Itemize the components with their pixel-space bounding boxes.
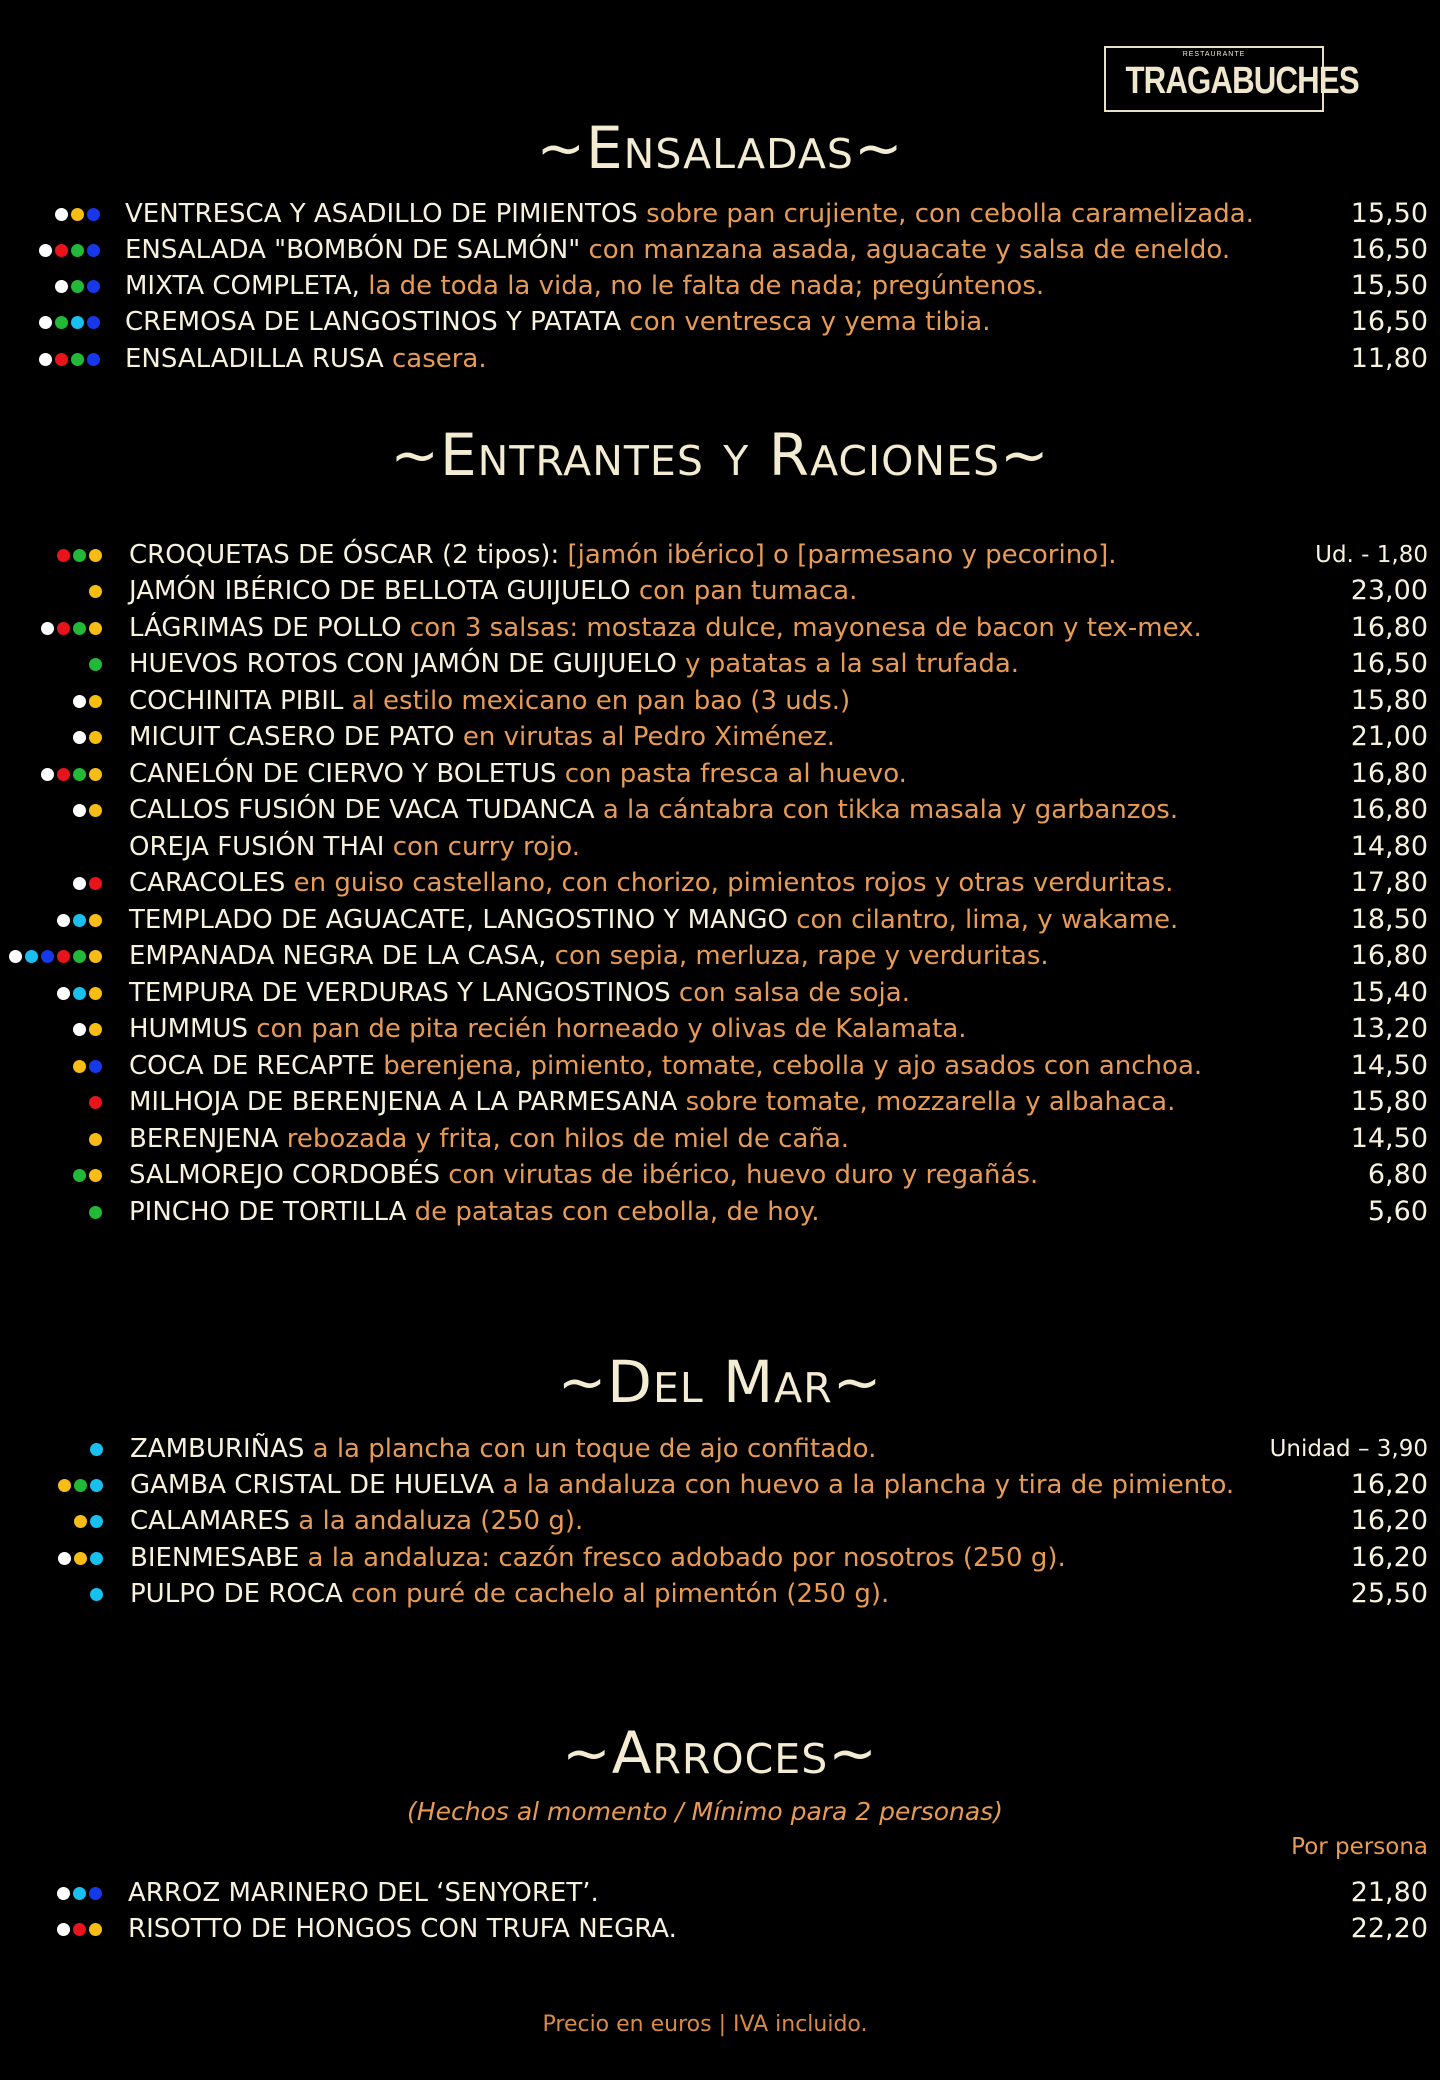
allergen-dot — [90, 1552, 103, 1565]
item-price: 16,20 — [1350, 1542, 1428, 1573]
allergen-dot — [57, 987, 70, 1000]
allergen-dot — [89, 695, 102, 708]
item-price: 11,80 — [1350, 343, 1428, 374]
allergen-dot — [90, 1479, 103, 1492]
allergen-dot — [87, 316, 100, 329]
item-description: con 3 salsas: mostaza dulce, mayonesa de bacon y tex-mex. — [401, 613, 1202, 643]
item-text — [128, 1875, 599, 1911]
allergen-dots — [9, 938, 102, 974]
item-price: 23,00 — [1350, 575, 1428, 606]
item-price: 17,80 — [1350, 867, 1428, 898]
menu-item — [0, 1157, 1440, 1193]
menu-item — [0, 902, 1440, 938]
allergen-dots — [90, 1431, 103, 1467]
menu-item — [0, 829, 1440, 865]
allergen-dot — [73, 950, 86, 963]
item-name: TEMPURA DE VERDURAS Y LANGOSTINOS — [129, 978, 671, 1008]
allergen-dot — [89, 950, 102, 963]
menu-item — [0, 1194, 1440, 1230]
logo-subtitle: RESTAURANTE — [1182, 51, 1246, 58]
menu-item — [0, 938, 1440, 974]
allergen-dot — [55, 208, 68, 221]
item-description: a la andaluza con huevo a la plancha y tira de pimiento. — [494, 1470, 1235, 1500]
allergen-dots — [58, 1467, 103, 1503]
allergen-dot — [90, 1588, 103, 1601]
allergen-dot — [57, 768, 70, 781]
allergen-dots — [89, 646, 102, 682]
item-description: con cilantro, lima, y wakame. — [787, 905, 1179, 935]
menu-item — [0, 341, 1440, 377]
allergen-dot — [73, 804, 86, 817]
item-name: PINCHO DE TORTILLA — [129, 1197, 407, 1227]
allergen-dot — [89, 622, 102, 635]
item-description: y patatas a la sal trufada. — [676, 649, 1020, 679]
item-price: 13,20 — [1350, 1013, 1428, 1044]
allergen-dot — [41, 622, 54, 635]
allergen-dots — [73, 1048, 102, 1084]
allergen-dot — [74, 1515, 87, 1528]
allergen-dot — [58, 1479, 71, 1492]
item-text — [130, 1540, 1066, 1576]
section-title: ~Ensaladas~ — [536, 114, 904, 182]
item-text — [129, 573, 857, 609]
allergen-dot — [39, 244, 52, 257]
allergen-dot — [89, 1169, 102, 1182]
item-name: ENSALADILLA RUSA — [125, 344, 384, 374]
allergen-dot — [55, 316, 68, 329]
menu-item — [0, 1431, 1440, 1467]
item-name: OREJA FUSIÓN THAI — [129, 832, 385, 862]
allergen-dots — [57, 1875, 102, 1911]
item-text — [130, 1467, 1234, 1503]
allergen-dots — [57, 902, 102, 938]
item-name: MILHOJA DE BERENJENA A LA PARMESANA — [129, 1087, 678, 1117]
allergen-dot — [89, 1133, 102, 1146]
item-name: RISOTTO DE HONGOS CON TRUFA NEGRA. — [128, 1914, 677, 1944]
logo-name: TRAGABUCHES — [1125, 60, 1359, 102]
item-price: 22,20 — [1350, 1913, 1428, 1944]
item-text — [129, 829, 580, 865]
allergen-dots — [73, 683, 102, 719]
allergen-dot — [73, 1887, 86, 1900]
item-price: 16,80 — [1350, 940, 1428, 971]
item-name: HUMMUS — [129, 1014, 248, 1044]
item-price: 16,20 — [1350, 1505, 1428, 1536]
allergen-dot — [89, 585, 102, 598]
menu-item — [0, 1911, 1440, 1947]
allergen-dot — [73, 768, 86, 781]
menu-item — [0, 1540, 1440, 1576]
menu-item — [0, 719, 1440, 755]
allergen-dots — [89, 573, 102, 609]
allergen-dot — [89, 1923, 102, 1936]
item-price: 21,80 — [1350, 1877, 1428, 1908]
allergen-dots — [89, 1121, 102, 1157]
allergen-dots — [58, 1540, 103, 1576]
footer-note: Precio en euros | IVA incluido. — [542, 2012, 868, 2037]
item-text — [129, 792, 1178, 828]
item-price: 16,80 — [1350, 794, 1428, 825]
allergen-dots — [74, 1503, 103, 1539]
item-price: 16,50 — [1350, 306, 1428, 337]
item-text — [125, 232, 1230, 268]
allergen-dot — [55, 280, 68, 293]
allergen-dot — [73, 877, 86, 890]
item-description: sobre tomate, mozzarella y albahaca. — [677, 1087, 1176, 1117]
menu-item — [0, 865, 1440, 901]
allergen-dot — [89, 658, 102, 671]
menu-item — [0, 1576, 1440, 1612]
item-name: CREMOSA DE LANGOSTINOS Y PATATA — [125, 307, 622, 337]
allergen-dot — [73, 695, 86, 708]
item-text — [129, 537, 1117, 573]
allergen-dot — [25, 950, 38, 963]
menu-item — [0, 268, 1440, 304]
item-name: ZAMBURIÑAS — [130, 1434, 305, 1464]
item-text — [129, 1084, 1175, 1120]
allergen-dot — [9, 950, 22, 963]
allergen-dot — [73, 1060, 86, 1073]
allergen-dot — [71, 280, 84, 293]
item-description: [jamón ibérico] o [parmesano y pecorino]. — [559, 540, 1117, 570]
item-name: PULPO DE ROCA — [130, 1579, 343, 1609]
allergen-dot — [57, 950, 70, 963]
item-name: CANELÓN DE CIERVO Y BOLETUS — [129, 759, 557, 789]
item-name: HUEVOS ROTOS CON JAMÓN DE GUIJUELO — [129, 649, 677, 679]
menu-item — [0, 1503, 1440, 1539]
allergen-dots — [57, 975, 102, 1011]
allergen-dots — [57, 1911, 102, 1947]
item-price: 16,20 — [1350, 1469, 1428, 1500]
allergen-dot — [73, 731, 86, 744]
item-name: CARACOLES — [129, 868, 286, 898]
allergen-dot — [41, 950, 54, 963]
menu-item — [0, 1121, 1440, 1157]
allergen-dot — [89, 768, 102, 781]
item-name: EMPANADA NEGRA DE LA CASA, — [129, 941, 547, 971]
allergen-dots — [55, 196, 100, 232]
allergen-dot — [74, 1479, 87, 1492]
allergen-dots — [89, 1084, 102, 1120]
item-text — [129, 1157, 1038, 1193]
allergen-dot — [55, 244, 68, 257]
item-description: en guiso castellano, con chorizo, pimientos rojos y otras verduritas. — [285, 868, 1174, 898]
item-price: 15,80 — [1350, 685, 1428, 716]
allergen-dot — [89, 1060, 102, 1073]
item-name: SALMOREJO CORDOBÉS — [129, 1160, 440, 1190]
item-description: con curry rojo. — [384, 832, 580, 862]
restaurant-logo — [1104, 46, 1359, 112]
item-text — [129, 719, 835, 755]
item-description: con sepia, merluza, rape y verduritas. — [546, 941, 1049, 971]
item-price: Unidad – 3,90 — [1269, 1436, 1428, 1462]
allergen-dots — [73, 792, 102, 828]
allergen-dot — [41, 768, 54, 781]
item-price: 15,50 — [1350, 270, 1428, 301]
item-text — [129, 975, 910, 1011]
allergen-dot — [89, 1023, 102, 1036]
allergen-dot — [89, 549, 102, 562]
item-text — [125, 341, 487, 377]
section-title: ~Entrantes y Raciones~ — [390, 421, 1050, 489]
item-price: 6,80 — [1367, 1159, 1428, 1190]
menu-item — [0, 1875, 1440, 1911]
item-price: 18,50 — [1350, 904, 1428, 935]
item-description: con ventresca y yema tibia. — [621, 307, 991, 337]
item-name: BIENMESABE — [130, 1543, 300, 1573]
item-description: con pasta fresca al huevo. — [556, 759, 907, 789]
allergen-dot — [87, 208, 100, 221]
allergen-dot — [90, 1443, 103, 1456]
item-description: sobre pan crujiente, con cebolla caramelizada. — [637, 199, 1254, 229]
item-text — [129, 938, 1049, 974]
allergen-dot — [73, 1169, 86, 1182]
allergen-dot — [89, 1887, 102, 1900]
item-description: con manzana asada, aguacate y salsa de eneldo. — [580, 235, 1231, 265]
item-price: 15,50 — [1350, 198, 1428, 229]
allergen-dot — [57, 914, 70, 927]
item-name: ARROZ MARINERO DEL ‘SENYORET’. — [128, 1878, 599, 1908]
allergen-dot — [57, 549, 70, 562]
item-name: LÁGRIMAS DE POLLO — [129, 613, 402, 643]
item-text — [130, 1431, 876, 1467]
allergen-dots — [41, 610, 102, 646]
item-name: GAMBA CRISTAL DE HUELVA — [130, 1470, 495, 1500]
item-price: Ud. - 1,80 — [1315, 542, 1428, 568]
item-text — [125, 196, 1254, 232]
item-text — [130, 1576, 889, 1612]
section-title: ~Del Mar~ — [557, 1348, 883, 1416]
allergen-dot — [73, 1023, 86, 1036]
item-text — [130, 1503, 583, 1539]
allergen-dot — [87, 244, 100, 257]
allergen-dots — [39, 304, 100, 340]
item-text — [129, 610, 1202, 646]
menu-item — [0, 610, 1440, 646]
item-price: 15,40 — [1350, 977, 1428, 1008]
section-note: (Hechos al momento / Mínimo para 2 personas) — [407, 1797, 1003, 1826]
item-price: 25,50 — [1350, 1578, 1428, 1609]
item-description: en virutas al Pedro Ximénez. — [454, 722, 836, 752]
item-price: 14,50 — [1350, 1050, 1428, 1081]
allergen-dot — [89, 987, 102, 1000]
item-text — [129, 1194, 820, 1230]
item-text — [129, 1121, 849, 1157]
item-description: con virutas de ibérico, huevo duro y regañás. — [439, 1160, 1039, 1190]
allergen-dot — [87, 353, 100, 366]
item-name: COCA DE RECAPTE — [129, 1051, 375, 1081]
menu-item — [0, 1467, 1440, 1503]
item-text — [129, 646, 1019, 682]
allergen-dot — [89, 1206, 102, 1219]
item-name: ENSALADA "BOMBÓN DE SALMÓN" — [125, 235, 581, 265]
item-text — [129, 1048, 1202, 1084]
allergen-dots — [73, 719, 102, 755]
item-text — [129, 756, 907, 792]
allergen-dots — [39, 232, 100, 268]
allergen-dot — [71, 208, 84, 221]
allergen-dots — [90, 1576, 103, 1612]
menu-item — [0, 975, 1440, 1011]
menu-item — [0, 1011, 1440, 1047]
allergen-dot — [87, 280, 100, 293]
item-price: 16,50 — [1350, 234, 1428, 265]
item-description: a la plancha con un toque de ajo confitado. — [304, 1434, 877, 1464]
allergen-dot — [89, 914, 102, 927]
allergen-dots — [57, 537, 102, 573]
item-name: COCHINITA PIBIL — [129, 686, 344, 716]
item-description: casera. — [383, 344, 487, 374]
item-text — [129, 902, 1178, 938]
item-description: con pan tumaca. — [630, 576, 858, 606]
item-price: 16,80 — [1350, 758, 1428, 789]
allergen-dot — [57, 1923, 70, 1936]
item-description: rebozada y frita, con hilos de miel de caña. — [278, 1124, 850, 1154]
item-name: VENTRESCA Y ASADILLO DE PIMIENTOS — [125, 199, 638, 229]
item-price: 5,60 — [1367, 1196, 1428, 1227]
menu-item — [0, 792, 1440, 828]
allergen-dot — [73, 622, 86, 635]
item-name: CALLOS FUSIÓN DE VACA TUDANCA — [129, 795, 595, 825]
menu-item — [0, 196, 1440, 232]
item-text — [125, 268, 1044, 304]
item-name: JAMÓN IBÉRICO DE BELLOTA GUIJUELO — [129, 576, 631, 606]
menu-item — [0, 573, 1440, 609]
allergen-dot — [39, 316, 52, 329]
item-text — [129, 683, 850, 719]
item-text — [129, 865, 1173, 901]
item-price: 15,80 — [1350, 1086, 1428, 1117]
allergen-dot — [57, 622, 70, 635]
allergen-dot — [73, 549, 86, 562]
item-description: la de toda la vida, no le falta de nada; pregúntenos. — [359, 271, 1045, 301]
allergen-dots — [73, 1157, 102, 1193]
allergen-dot — [57, 1887, 70, 1900]
item-name: MIXTA COMPLETA, — [125, 271, 360, 301]
allergen-dot — [71, 244, 84, 257]
item-name: MICUIT CASERO DE PATO — [129, 722, 455, 752]
menu-item — [0, 1048, 1440, 1084]
item-text — [128, 1911, 677, 1947]
item-description: al estilo mexicano en pan bao (3 uds.) — [343, 686, 851, 716]
menu-item — [0, 646, 1440, 682]
item-description: de patatas con cebolla, de hoy. — [406, 1197, 820, 1227]
allergen-dots — [73, 865, 102, 901]
price-column-header: Por persona — [1291, 1834, 1428, 1860]
allergen-dot — [89, 731, 102, 744]
allergen-dot — [74, 1552, 87, 1565]
item-description: con salsa de soja. — [670, 978, 910, 1008]
menu-item — [0, 683, 1440, 719]
item-description: con puré de cachelo al pimentón (250 g). — [342, 1579, 890, 1609]
allergen-dot — [90, 1515, 103, 1528]
allergen-dot — [71, 316, 84, 329]
item-price: 14,80 — [1350, 831, 1428, 862]
allergen-dot — [89, 804, 102, 817]
item-name: CALAMARES — [130, 1506, 291, 1536]
item-text — [129, 1011, 967, 1047]
item-description: a la andaluza: cazón fresco adobado por nosotros (250 g). — [299, 1543, 1066, 1573]
item-name: CROQUETAS DE ÓSCAR (2 tipos): — [129, 540, 560, 570]
allergen-dots — [39, 341, 100, 377]
allergen-dots — [89, 1194, 102, 1230]
item-description: berenjena, pimiento, tomate, cebolla y ajo asados con anchoa. — [374, 1051, 1203, 1081]
allergen-dots — [41, 756, 102, 792]
item-name: BERENJENA — [129, 1124, 279, 1154]
section-title: ~Arroces~ — [562, 1719, 878, 1787]
allergen-dot — [55, 353, 68, 366]
allergen-dot — [89, 877, 102, 890]
item-description: a la cántabra con tikka masala y garbanzos. — [594, 795, 1179, 825]
menu-item — [0, 304, 1440, 340]
allergen-dots — [55, 268, 100, 304]
allergen-dot — [73, 1923, 86, 1936]
item-price: 14,50 — [1350, 1123, 1428, 1154]
item-price: 16,50 — [1350, 648, 1428, 679]
item-text — [125, 304, 991, 340]
item-description: a la andaluza (250 g). — [290, 1506, 584, 1536]
item-price: 16,80 — [1350, 612, 1428, 643]
item-description: con pan de pita recién horneado y olivas de Kalamata. — [247, 1014, 967, 1044]
menu-item — [0, 232, 1440, 268]
allergen-dots — [73, 1011, 102, 1047]
allergen-dot — [89, 1096, 102, 1109]
menu-item — [0, 537, 1440, 573]
allergen-dot — [73, 987, 86, 1000]
allergen-dot — [73, 914, 86, 927]
menu-item — [0, 1084, 1440, 1120]
allergen-dot — [39, 353, 52, 366]
allergen-dot — [71, 353, 84, 366]
menu-item — [0, 756, 1440, 792]
allergen-dot — [58, 1552, 71, 1565]
item-name: TEMPLADO DE AGUACATE, LANGOSTINO Y MANGO — [129, 905, 788, 935]
item-price: 21,00 — [1350, 721, 1428, 752]
